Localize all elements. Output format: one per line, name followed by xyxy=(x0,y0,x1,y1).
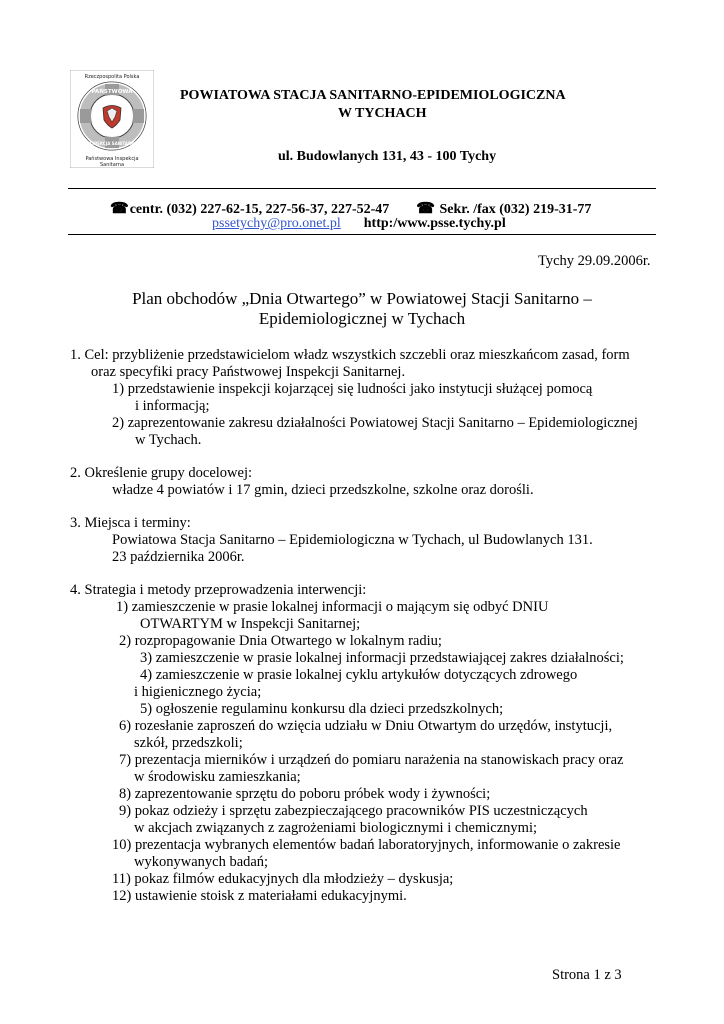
section-4-item-8: 8) zaprezentowanie sprzętu do poboru próbek wody i żywności; xyxy=(119,786,491,802)
contact-central: centr. (032) 227-62-15, 227-56-37, 227-52-47 xyxy=(129,202,390,217)
section-4-item-7: 7) prezentacja mierników i urządzeń do pomiaru narażenia na stanowiskach pracy oraz xyxy=(119,752,624,768)
website-address: http:/www.psse.tychy.pl xyxy=(363,216,506,231)
section-2-heading: 2. Określenie grupy docelowej: xyxy=(70,465,253,481)
section-4-item-1-cont: OTWARTYM w Inspekcji Sanitarnej; xyxy=(140,616,361,632)
logo-ring-top: PAŃSTWOWA xyxy=(91,89,133,95)
section-4-item-6-cont: szkół, przedszkoli; xyxy=(134,735,243,751)
header-city: W TYCHACH xyxy=(338,106,427,121)
section-4-item-12: 12) ustawienie stoisk z materiałami edukacyjnymi. xyxy=(112,888,407,904)
header-institution-name: POWIATOWA STACJA SANITARNO-EPIDEMIOLOGICZNA xyxy=(180,88,566,103)
section-1-item-2-cont: w Tychach. xyxy=(135,432,202,448)
section-4-item-11: 11) pokaz filmów edukacyjnych dla młodzieży – dyskusja; xyxy=(112,871,454,887)
document-date: Tychy 29.09.2006r. xyxy=(538,253,651,269)
section-3-place: Powiatowa Stacja Sanitarno – Epidemiologiczna w Tychach, ul Budowlanych 131. xyxy=(112,532,593,548)
logo-top-text: Rzeczpospolita Polska xyxy=(84,74,140,80)
header-address: ul. Budowlanych 131, 43 - 100 Tychy xyxy=(278,149,497,164)
document-title-line1: Plan obchodów „Dnia Otwartego” w Powiatowej Stacji Sanitarno – xyxy=(132,289,592,308)
document-title-line2: Epidemiologicznej w Tychach xyxy=(258,309,466,328)
section-4-item-10-cont: wykonywanych badań; xyxy=(134,854,269,870)
section-4-item-4-cont: i higienicznego życia; xyxy=(134,684,262,700)
section-4-item-1: 1) zamieszczenie w prasie lokalnej informacji o mającym się odbyć DNIU xyxy=(116,599,549,615)
section-4-item-10: 10) prezentacja wybranych elementów badań laboratoryjnych, informowanie o zakresie xyxy=(112,837,621,853)
section-1-goal: 1. Cel: przybliżenie przedstawicielom władz wszystkich szczebli oraz mieszkańcom zasad, form xyxy=(70,347,630,363)
telephone-icon: ☎ xyxy=(416,201,435,217)
header-divider-bottom xyxy=(68,234,656,235)
section-1-item-1: 1) przedstawienie inspekcji kojarzącej się ludności jako instytucji służącej pomocą xyxy=(112,381,593,397)
contact-web xyxy=(212,216,506,232)
contact-secretary: Sekr. /fax (032) 219-31-77 xyxy=(435,202,592,217)
logo-bottom-text-2: Sanitarna xyxy=(99,162,125,168)
telephone-icon: ☎ xyxy=(110,201,129,217)
header-divider-top xyxy=(68,188,656,189)
section-1-item-2: 2) zaprezentowanie zakresu działalności Powiatowej Stacji Sanitarno – Epidemiologicznej xyxy=(112,415,638,431)
section-4-item-9-cont: w akcjach związanych z zagrożeniami biologicznymi i chemicznymi; xyxy=(134,820,538,836)
section-3-date: 23 października 2006r. xyxy=(112,549,245,565)
section-4-item-4: 4) zamieszczenie w prasie lokalnej cyklu artykułów dotyczących zdrowego xyxy=(140,667,578,683)
section-4-item-9: 9) pokaz odzieży i sprzętu zabezpieczającego pracowników PIS uczestniczących xyxy=(119,803,588,819)
section-4-item-3: 3) zamieszczenie w prasie lokalnej informacji przedstawiającej zakres działalności; xyxy=(140,650,624,666)
section-1-goal-cont: oraz specyfiki pracy Państwowej Inspekcji Sanitarnej. xyxy=(91,364,406,380)
logo-bottom-text-1: Państwowa Inspekcja xyxy=(85,156,139,162)
institution-logo xyxy=(70,70,154,168)
section-4-item-6: 6) rozesłanie zaproszeń do wzięcia udziału w Dniu Otwartym do urzędów, instytucji, xyxy=(119,718,613,734)
section-3-heading: 3. Miejsca i terminy: xyxy=(70,515,191,531)
section-4-heading: 4. Strategia i metody przeprowadzenia interwencji: xyxy=(70,582,367,598)
page-number: Strona 1 z 3 xyxy=(552,967,622,983)
section-1-item-1-cont: i informacją; xyxy=(135,398,210,414)
logo-ring-bottom: INSPEKCJA SANITARNA xyxy=(86,141,138,146)
section-4-item-7-cont: w środowisku zamieszkania; xyxy=(134,769,301,785)
email-link[interactable]: pssetychy@pro.onet.pl xyxy=(212,216,341,231)
section-4-item-2: 2) rozpropagowanie Dnia Otwartego w lokalnym radiu; xyxy=(119,633,442,649)
section-4-item-5: 5) ogłoszenie regulaminu konkursu dla dzieci przedszkolnych; xyxy=(140,701,504,717)
section-2-text: władze 4 powiatów i 17 gmin, dzieci przedszkolne, szkolne oraz dorośli. xyxy=(112,482,534,498)
